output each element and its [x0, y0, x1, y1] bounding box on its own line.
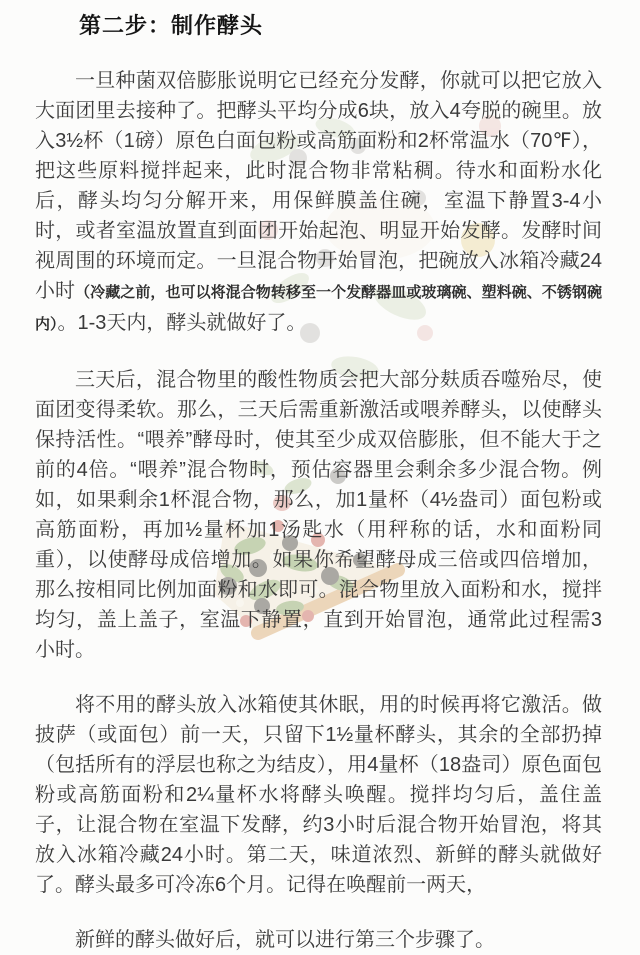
paragraph-3: 将不用的酵头放入冰箱使其休眠，用的时候再将它激活。做披萨（或面包）前一天，只留下1½量杯酵头，其余的全部扔掉（包括所有的浮层也称之为结皮），用4量杯（18盎司）原色面包粉或高筋面粉和2¼量杯水将酵头唤醒。搅拌均匀后，盖住盖子，让混合物在室温下发酵，约3小时后混合物开始冒泡，将其放入冰箱冷藏24小时。第二天，味道浓烈、新鲜的酵头就做好了。酵头最多可冷冻6个月。记得在唤醒前一两天，	[35, 694, 602, 896]
paragraph-4: 新鲜的酵头做好后，就可以进行第三个步骤了。	[75, 929, 495, 951]
paragraph-1-segment-3: 。1-3天内，酵头就做好了。	[57, 312, 307, 334]
paragraph-1-parenthetical-note: （冷藏之前，也可以将混合物转移至一个发酵器皿或玻璃碗、塑料碗、不锈钢碗内）	[35, 284, 603, 333]
paragraph-1	[35, 66, 602, 340]
paragraph-1-segment-1: 一旦种菌双倍膨胀说明它已经充分发酵，你就可以把它放入大面团里去接种了。把酵头平均分成6块，放入4夸脱的碗里。放入3½杯（1磅）原色白面包粉或高筋面粉和2杯常温水（70℉），把这些原料搅拌起来，此时混合物非常粘稠。待水和面粉水化后，酵头均匀分解开来，用保鲜膜盖住碗，室温下静置3-4小时，或者室温放置直到面团开始起泡、明显开始发酵。发酵时间视周围的环境而定。一旦混合物开始冒泡，把碗放入冰箱冷藏24小时	[35, 70, 602, 302]
paragraph-2: 三天后，混合物里的酸性物质会把大部分麸质吞噬殆尽，使面团变得柔软。那么，三天后需重新激活或喂养酵头，以使酵头保持活性。“喂养”酵母时，使其至少成双倍膨胀，但不能大于之前的4倍。“喂养”混合物时，预估容器里会剩余多少混合物。例如，如果剩余1杯混合物，那么，加1量杯（4½盎司）面包粉或高筋面粉，再加½量杯加1汤匙水（用秤称的话，水和面粉同重），以使酵母成倍增加。如果你希望酵母成三倍或四倍增加，那么按相同比例加面粉和水即可。混合物里放入面粉和水，搅拌均匀，盖上盖子，室温下静置，直到开始冒泡，通常此过程需3小时。	[35, 369, 602, 661]
page-title: 第二步：制作酵头	[79, 13, 264, 38]
